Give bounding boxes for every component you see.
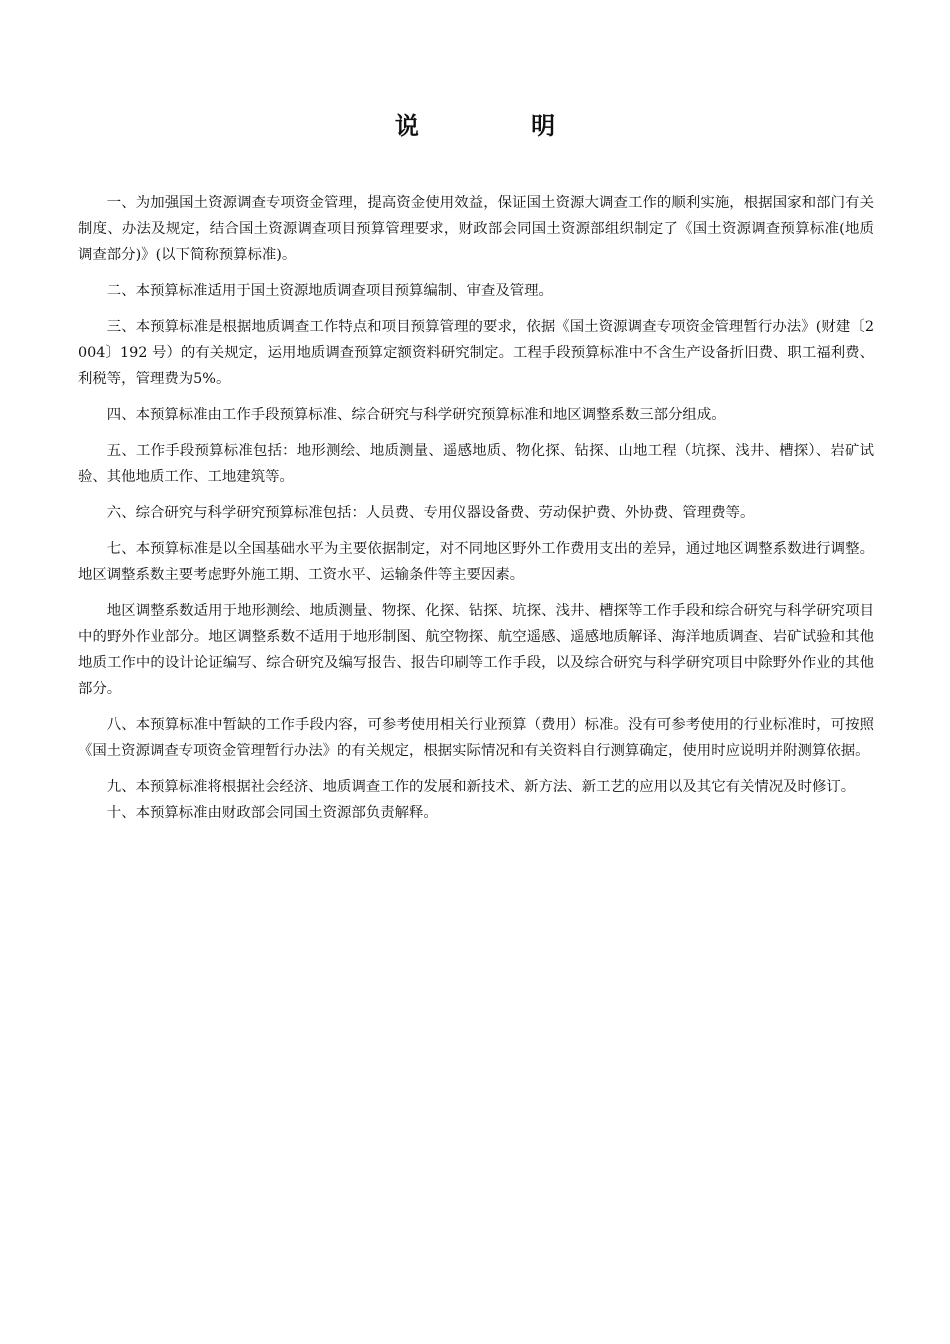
- page-title: 说 明: [394, 111, 608, 140]
- paragraph-4: 四、本预算标准由工作手段预算标准、综合研究与科学研究预算标准和地区调整系数三部分组成。: [106, 407, 726, 423]
- paragraph-10: 九、本预算标准将根据社会经济、地质调查工作的发展和新技术、新方法、新工艺的应用以及其它有关情况及时修订。: [106, 779, 856, 795]
- document-body: [78, 190, 874, 836]
- paragraph-3: 三、本预算标准是根据地质调查工作特点和项目预算管理的要求，依据《国土资源调查专项资金管理暂行办法》(财建〔2004〕192 号）的有关规定，运用地质调查预算定额资料研究制定。工程手段预算标准中不含生产设备折旧费、职工福利费、利税等，管理费为5%。: [78, 319, 874, 387]
- paragraph-8: 地区调整系数适用于地形测绘、地质测量、物探、化探、钻探、坑探、浅井、槽探等工作手段和综合研究与科学研究项目中的野外作业部分。地区调整系数不适用于地形制图、航空物探、航空遥感、遥感地质解译、海洋地质调查、岩矿试验和其他地质工作中的设计论证编写、综合研究及编写报告、报告印刷等工作手段，以及综合研究与科学研究项目中除野外作业的其他部分。: [78, 603, 874, 697]
- paragraph-6: 六、综合研究与科学研究预算标准包括：人员费、专用仪器设备费、劳动保护费、外协费、管理费等。: [106, 505, 755, 521]
- paragraph-7: 七、本预算标准是以全国基础水平为主要依据制定，对不同地区野外工作费用支出的差异，通过地区调整系数进行调整。地区调整系数主要考虑野外施工期、工资水平、运输条件等主要因素。: [78, 541, 874, 583]
- paragraph-2: 二、本预算标准适用于国土资源地质调查项目预算编制、审查及管理。: [106, 283, 553, 299]
- paragraph-9: 八、本预算标准中暂缺的工作手段内容，可参考使用相关行业预算（费用）标准。没有可参考使用的行业标准时，可按照《国土资源调查专项资金管理暂行办法》的有关规定，根据实际情况和有关资料自行测算确定，使用时应说明并附测算依据。: [78, 717, 874, 759]
- paragraph-1: 一、为加强国土资源调查专项资金管理，提高资金使用效益，保证国土资源大调查工作的顺利实施，根据国家和部门有关制度、办法及规定，结合国土资源调查项目预算管理要求，财政部会同国土资源部组织制定了《国土资源调查预算标准(地质调查部分)》(以下简称预算标准)。: [78, 195, 874, 263]
- paragraph-11: 十、本预算标准由财政部会同国土资源部负责解释。: [106, 805, 438, 821]
- paragraph-5: 五、工作手段预算标准包括：地形测绘、地质测量、遥感地质、物化探、钻探、山地工程（坑探、浅井、槽探）、岩矿试验、其他地质工作、工地建筑等。: [78, 443, 874, 485]
